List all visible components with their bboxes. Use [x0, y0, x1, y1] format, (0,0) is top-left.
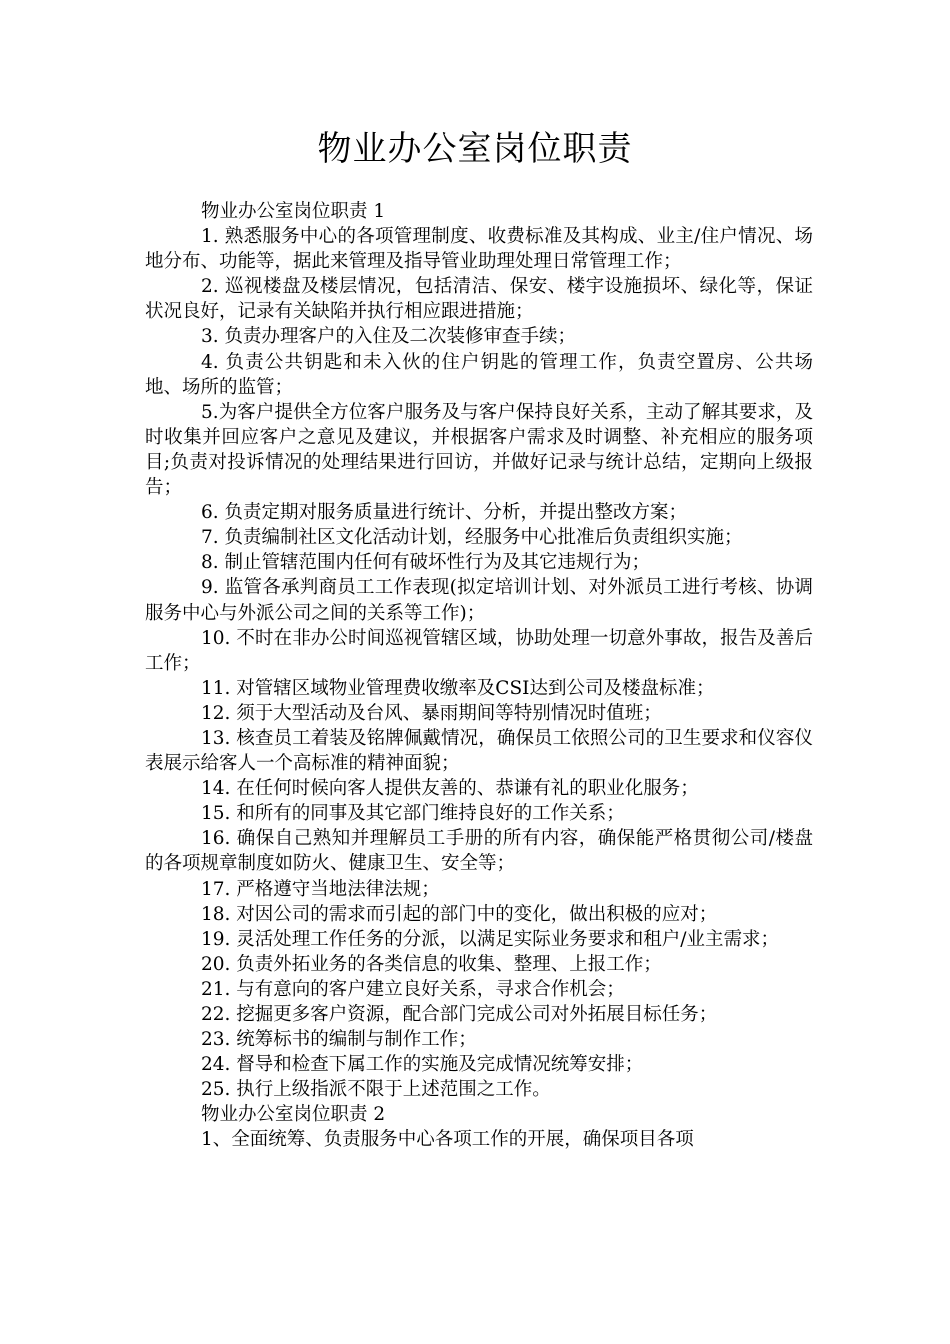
duty-item-17: 17. 严格遵守当地法律法规；	[201, 878, 440, 900]
duty-item-25: 25. 执行上级指派不限于上述范围之工作。	[201, 1079, 551, 1101]
duty-item-13: 13. 核查员工着装及铭牌佩戴情况，确保员工依照公司的卫生要求和仪容仪表展示给客人一个高标准的精神面貌；	[145, 727, 813, 775]
duty-item-16: 16. 确保自己熟知并理解员工手册的所有内容，确保能严格贯彻公司/楼盘的各项规章制度如防火、健康卫生、安全等；	[145, 828, 813, 875]
section-heading-2: 物业办公室岗位职责 2	[201, 1104, 386, 1126]
duty-item-2-1: 1、全面统筹、负责服务中心各项工作的开展，确保项目各项	[201, 1129, 694, 1151]
duty-item-8: 8. 制止管辖范围内任何有破坏性行为及其它违规行为；	[201, 552, 651, 574]
duty-item-20: 20. 负责外拓业务的各类信息的收集、整理、上报工作；	[201, 953, 662, 975]
section-heading-1: 物业办公室岗位职责 1	[201, 201, 386, 222]
duty-item-6: 6. 负责定期对服务质量进行统计、分析，并提出整改方案；	[201, 502, 688, 524]
duty-item-12: 12. 须于大型活动及台风、暴雨期间等特别情况时值班；	[201, 702, 662, 724]
duty-item-7: 7. 负责编制社区文化活动计划，经服务中心批准后负责组织实施；	[201, 527, 743, 549]
duty-item-24: 24. 督导和检查下属工作的实施及完成情况统筹安排；	[201, 1054, 644, 1076]
document-body	[145, 199, 813, 1153]
document-title: 物业办公室岗位职责	[317, 129, 633, 169]
duty-item-22: 22. 挖掘更多客户资源，配合部门完成公司对外拓展目标任务；	[201, 1004, 718, 1025]
duty-item-21: 21. 与有意向的客户建立良好关系，寻求合作机会；	[201, 978, 625, 1000]
duty-item-11: 11. 对管辖区域物业管理费收缴率及CSI达到公司及楼盘标准；	[201, 677, 715, 699]
duty-item-19: 19. 灵活处理工作任务的分派，以满足实际业务要求和租户/业主需求；	[201, 928, 780, 950]
duty-item-23: 23. 统筹标书的编制与制作工作；	[201, 1029, 477, 1051]
duty-item-15: 15. 和所有的同事及其它部门维持良好的工作关系；	[201, 803, 625, 825]
duty-item-10: 10. 不时在非办公时间巡视管辖区域，协助处理一切意外事故，报告及善后工作；	[145, 627, 813, 674]
duty-item-3: 3. 负责办理客户的入住及二次装修审查手续；	[201, 326, 577, 348]
duty-item-4: 4. 负责公共钥匙和未入伙的住户钥匙的管理工作，负责空置房、公共场地、场所的监管；	[145, 351, 813, 398]
duty-item-9: 9. 监管各承判商员工工作表现(拟定培训计划、对外派员工进行考核、协调服务中心与外派公司之间的关系等工作)；	[145, 577, 813, 624]
duty-item-1: 1. 熟悉服务中心的各项管理制度、收费标准及其构成、业主/住户情况、场地分布、功能等，据此来管理及指导管业助理处理日常管理工作；	[145, 226, 813, 273]
duty-item-14: 14. 在任何时候向客人提供友善的、恭谦有礼的职业化服务；	[201, 778, 699, 800]
duty-item-5: 5.为客户提供全方位客户服务及与客户保持良好关系，主动了解其要求，及时收集并回应客户之意见及建议，并根据客户需求及时调整、补充相应的服务项目;负责对投诉情况的处理结果进行回访，并做好记录与统计总结，定期向上级报告；	[145, 401, 813, 499]
duty-item-2: 2. 巡视楼盘及楼层情况，包括清洁、保安、楼宇设施损坏、绿化等，保证状况良好，记录有关缺陷并执行相应跟进措施；	[145, 276, 813, 323]
duty-item-18: 18. 对因公司的需求而引起的部门中的变化，做出积极的应对；	[201, 903, 718, 925]
